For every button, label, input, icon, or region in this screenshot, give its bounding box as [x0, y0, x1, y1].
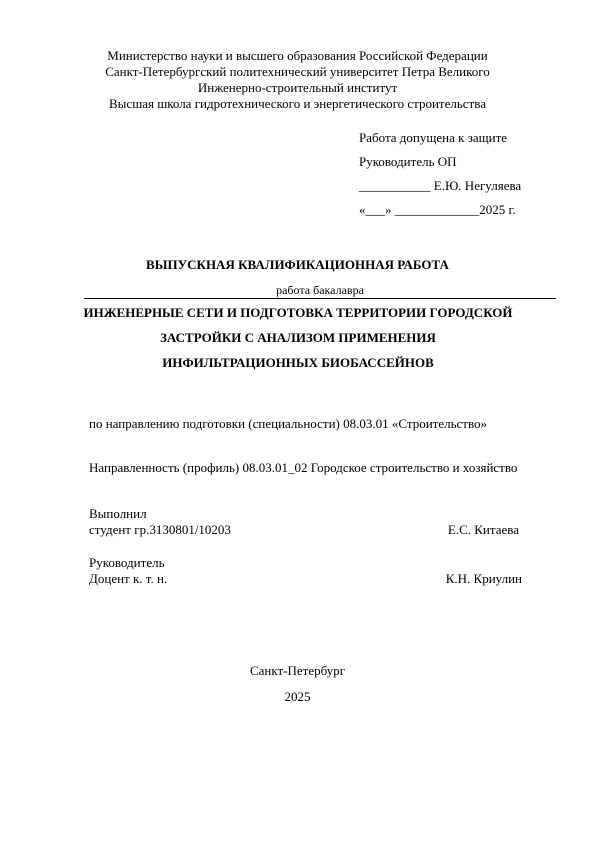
- institute-name: Инженерно-строительный институт: [197, 80, 398, 95]
- thesis-title: [0, 300, 595, 375]
- program-head-title: Руководитель ОП: [359, 154, 457, 169]
- document-type: ВЫПУСКНАЯ КВАЛИФИКАЦИОННАЯ РАБОТА: [146, 257, 449, 272]
- performer-role: студент гр.3130801/10203: [89, 522, 231, 537]
- performer-label: [89, 506, 519, 521]
- thesis-title-line: ИНФИЛЬТРАЦИОННЫХ БИОБАССЕЙНОВ: [162, 355, 434, 370]
- ministry-name: Министерство науки и высшего образования Российской Федерации: [107, 48, 488, 63]
- performer-row: [89, 522, 519, 537]
- admitted-to-defense: Работа допущена к защите: [359, 130, 508, 145]
- supervisor-name: К.Н. Криулин: [445, 571, 522, 586]
- work-kind-label: работа бакалавра: [276, 283, 364, 297]
- training-profile: Направленность (профиль) 08.03.01_02 Городское строительство и хозяйство: [89, 460, 518, 475]
- supervisor-role: Доцент к. т. н.: [89, 571, 168, 586]
- work-kind: [84, 283, 556, 299]
- year: 2025: [284, 689, 311, 704]
- approval-block: [359, 130, 521, 226]
- training-direction: по направлению подготовки (специальности) 08.03.01 «Строительство»: [89, 416, 488, 431]
- city: Санкт-Петербург: [249, 663, 346, 678]
- thesis-title-line: ИНЖЕНЕРНЫЕ СЕТИ И ПОДГОТОВКА ТЕРРИТОРИИ ГОРОДСКОЙ: [83, 305, 513, 320]
- school-name: Высшая школа гидротехнического и энергетического строительства: [109, 96, 486, 111]
- organization-header: [0, 48, 595, 112]
- supervisor-label-text: Руководитель: [89, 555, 165, 570]
- supervisor-row: [89, 571, 522, 586]
- university-name: Санкт-Петербургский политехнический университет Петра Великого: [105, 64, 490, 79]
- supervisor-label: [89, 555, 519, 570]
- performer-name: Е.С. Китаева: [447, 522, 519, 537]
- approval-date-line: «___» _____________2025 г.: [359, 202, 516, 217]
- program-head-signature: ___________ Е.Ю. Негуляева: [359, 178, 522, 193]
- thesis-title-line: ЗАСТРОЙКИ С АНАЛИЗОМ ПРИМЕНЕНИЯ: [160, 330, 436, 345]
- performer-label-text: Выполнил: [89, 506, 147, 521]
